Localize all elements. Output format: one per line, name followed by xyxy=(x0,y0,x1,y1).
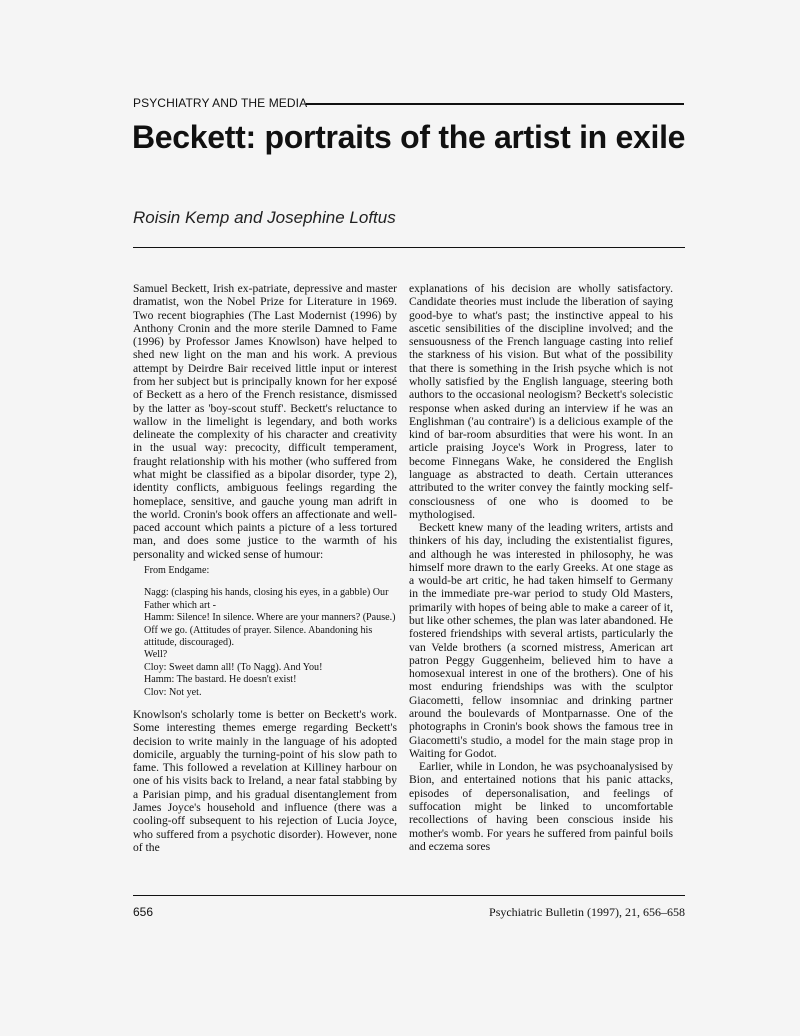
body-paragraph: Beckett knew many of the leading writers, artists and thinkers of his day, including the existentialist figures, and although he was interested in philosophy, he was himself more drawn to the early Greeks. At one stage as a would-be art critic, he had taken himself to Germany in the immediate pre-war period to study Old Masters, primarily with hopes of being able to make a career of it, but like other schemes, the plan was later abandoned. He fostered friendships with several artists, particularly the van Velde brothers (a scorned mistress, American art patron Peggy Guggenheim, believed him to have a homosexual interest in one of the brothers). One of his most enduring friendships was with the sculptor Giacometti, fellow insomniac and drinking partner around the boulevards of Montparnasse. One of the photographs in Cronin's book shows the famous tree in Giacometti's studio, a model for the main stage prop in Waiting for Godot. xyxy=(409,521,673,760)
dialogue-quote xyxy=(133,587,397,699)
text-column-left xyxy=(133,282,397,854)
journal-citation: Psychiatric Bulletin (1997), 21, 656–658 xyxy=(489,905,685,919)
article-authors: Roisin Kemp and Josephine Loftus xyxy=(133,208,396,227)
body-paragraph: Knowlson's scholarly tome is better on Beckett's work. Some interesting themes emerge regarding Beckett's decision to write mainly in the language of his adopted domicile, arguably the turning-point of his slow path to fame. This followed a revelation at Killiney harbour on one of his visits back to Ireland, a near fatal stabbing by a Parisian pimp, and his gradual disentanglement from James Joyce's household and influence (there was a cooling-off subsequent to his rejection of Lucia Joyce, who suffered from a psychotic disorder). However, none of the xyxy=(133,707,397,854)
body-paragraph: Earlier, while in London, he was psychoanalysised by Bion, and entertained notions that his panic attacks, episodes of depersonalisation, and feelings of suffocation might be linked to uncomfortable recollections of having been conscious inside his mother's womb. For years he suffered from painful boils and eczema sores xyxy=(409,760,673,853)
quote-line: Nagg: (clasping his hands, closing his eyes, in a gabble) Our Father which art - xyxy=(144,587,389,611)
quote-line: Cloy: Sweet damn all! (To Nagg). And You! xyxy=(144,661,323,673)
section-rule xyxy=(306,103,684,105)
page-number: 656 xyxy=(133,905,154,919)
text-column-right xyxy=(409,282,673,853)
body-paragraph: explanations of his decision are wholly satisfactory. Candidate theories must include the liberation of saying good-bye to what's past; the instinctive appeal to his ascetic sensibilities of the discipline involved; and the sensuousness of the French language casting into relief the starkness of his vision. But what of the possibility that there is something in the Irish psyche which is not wholly satisfied by the English language, steering both authors to the occasional neologism? Beckett's solecistic response when asked during an interview if he was an Englishman ('au contraire') is a delicious example of the kind of bar-room absurdities that were his wont. In an article praising Joyce's Work in Progress, later to become Finnegans Wake, he considered the English language as abstracted to death. Certain utterances attributed to the writer convey the faintly mocking self-consciousness of one who is doomed to be mythologised. xyxy=(409,282,673,521)
quote-intro: From Endgame: xyxy=(144,564,210,576)
section-heading: PSYCHIATRY AND THE MEDIA xyxy=(133,96,308,110)
quote-line: Well? xyxy=(144,649,168,661)
body-paragraph: Samuel Beckett, Irish ex-patriate, depressive and master dramatist, won the Nobel Prize for Literature in 1969. Two recent biographies (The Last Modernist (1996) by Anthony Cronin and the more sterile Damned to Fame (1996) by Professor James Knowlson) have helped to shed new light on the man and his work. A previous attempt by Deirdre Bair received little input or interest from her subject but is principally known for her exposé of Beckett as a hero of the French resistance, dismissed by the latter as 'boy-scout stuff'. Beckett's reluctance to wallow in the limelight is legendary, and both works delineate the complexity of his character and creativity in the usual way: precocity, difficult temperament, fraught relationship with his mother (who suffered from what might be classified as a bipolar disorder, type 2), identity conflicts, ambiguous feelings regarding the homeplace, sensitive, and gauche young man adrift in the world. Cronin's book offers an affectionate and well-paced account which paints a picture of a less tortured man, and does some justice to the warmth of his personality and wicked sense of humour: xyxy=(133,282,397,561)
footer-rule xyxy=(133,895,685,896)
title-divider xyxy=(133,247,685,248)
quote-line: Clov: Not yet. xyxy=(144,686,202,698)
quote-line: Hamm: The bastard. He doesn't exist! xyxy=(144,674,297,686)
quote-line: Hamm: Silence! In silence. Where are your manners? (Pause.) Off we go. (Attitudes of prayer. Silence. Abandoning his attitude, discouraged). xyxy=(144,612,396,648)
article-title: Beckett: portraits of the artist in exile xyxy=(132,119,686,155)
